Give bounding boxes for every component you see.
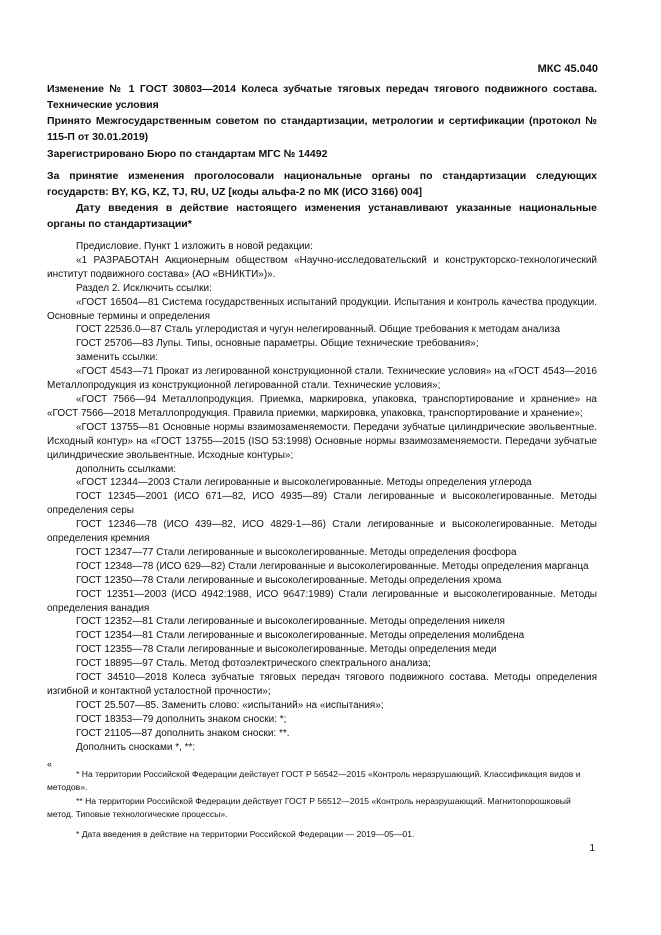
page-footnote: * Дата введения в действие на территории Российской Федерации — 2019—05—01. — [76, 829, 415, 839]
voting-states: За принятие изменения проголосовали национальные органы по стандартизации следующих государств: BY, KG, KZ, TJ, RU, UZ [коды альфа-2 по МК (ИСО 3166) 004] — [47, 170, 597, 198]
footnote-1: * На территории Российской Федерации действует ГОСТ Р 56542—2015 «Контроль неразрушающий. Классификация видов и методов». — [47, 769, 581, 792]
body-paragraph: ГОСТ 34510—2018 Колеса зубчатые тяговых передач тягового подвижного состава. Методы определения изгибной и контактной усталостной прочности»; — [47, 672, 597, 697]
body-paragraph: ГОСТ 12346—78 (ИСО 439—82, ИСО 4829-1—86) Стали легированные и высоколегированные. Методы определения кремния — [47, 519, 597, 545]
body-paragraph: ГОСТ 25706—83 Лупы. Типы, основные параметры. Общие технические требования»; — [76, 338, 479, 350]
body-paragraph: Раздел 2. Исключить ссылки: — [76, 282, 212, 294]
amendment-title: Изменение № 1 ГОСТ 30803—2014 Колеса зубчатые тяговых передач тягового подвижного состава. Технические условия — [47, 83, 597, 111]
body-paragraph: ГОСТ 22536.0—87 Сталь углеродистая и чугун нелегированный. Общие требования к методам анализа — [76, 324, 560, 336]
amendment-body — [47, 240, 597, 755]
body-paragraph: ГОСТ 12347—77 Стали легированные и высоколегированные. Методы определения фосфора — [76, 546, 517, 558]
doc-code: МКС 45.040 — [537, 63, 598, 75]
body-paragraph: ГОСТ 21105—87 дополнить знаком сноски: **. — [76, 727, 290, 739]
footnote-2: ** На территории Российской Федерации действует ГОСТ Р 56512—2015 «Контроль неразрушающий. Магнитопорошковый метод. Типовые технологические процессы». — [47, 796, 571, 819]
body-paragraph: «ГОСТ 4543—71 Прокат из легированной конструкционной стали. Технические условия» на «ГОСТ 4543—2016 Металлопродукция из конструкционной легированной стали. Технические условия»; — [47, 366, 597, 392]
body-paragraph: заменить ссылки: — [76, 352, 159, 364]
body-paragraph: ГОСТ 12348—78 (ИСО 629—82) Стали легированные и высоколегированные. Методы определения марганца — [76, 560, 589, 572]
body-paragraph: «ГОСТ 7566—94 Металлопродукция. Приемка, маркировка, упаковка, транспортирование и хранение» на «ГОСТ 7566—2018 Металлопродукция. Правила приемки, маркировка, упаковка, транспортирование и хранение»; — [47, 393, 597, 419]
body-paragraph: ГОСТ 12345—2001 (ИСО 671—82, ИСО 4935—89) Стали легированные и высоколегированные. Методы определения серы — [47, 491, 597, 517]
body-paragraph: дополнить ссылками: — [76, 463, 177, 475]
footnote-separator: « — [47, 759, 53, 769]
registration: Зарегистрировано Бюро по стандартам МГС № 14492 — [47, 148, 328, 160]
date-note: Дату введения в действие настоящего изменения устанавливают указанные национальные органы по стандартизации* — [47, 202, 597, 230]
body-paragraph: «ГОСТ 12344—2003 Стали легированные и высоколегированные. Методы определения углерода — [76, 477, 532, 489]
body-paragraph: ГОСТ 18895—97 Сталь. Метод фотоэлектрического спектрального анализа; — [76, 658, 431, 670]
body-paragraph: ГОСТ 25.507—85. Заменить слово: «испытаний» на «испытания»; — [76, 699, 384, 711]
body-paragraph: ГОСТ 12355—78 Стали легированные и высоколегированные. Методы определения меди — [76, 644, 497, 656]
body-paragraph: ГОСТ 12351—2003 (ИСО 4942:1988, ИСО 9647:1989) Стали легированные и высоколегированные. Методы определения ванадия — [47, 588, 597, 614]
body-paragraph: «ГОСТ 13755—81 Основные нормы взаимозаменяемости. Передачи зубчатые цилиндрические эвольвентные. Исходный контур» на «ГОСТ 13755—2015 (ISO 53:1998) Основные нормы взаимозаменяемости. Передачи зубчатые цилиндрические эвольвентные. Исходные контуры»; — [47, 421, 597, 461]
page-number: 1 — [589, 843, 595, 854]
body-paragraph: ГОСТ 12350—78 Стали легированные и высоколегированные. Методы определения хрома — [76, 574, 502, 586]
body-paragraph: ГОСТ 12352—81 Стали легированные и высоколегированные. Методы определения никеля — [76, 616, 505, 628]
body-paragraph: «1 РАЗРАБОТАН Акционерным обществом «Научно-исследовательский и конструкторско-технологический институт подвижного состава» (АО «ВНИКТИ»)». — [47, 254, 597, 280]
body-paragraph: ГОСТ 12354—81 Стали легированные и высоколегированные. Методы определения молибдена — [76, 630, 525, 642]
body-paragraph: Дополнить сносками *, **: — [76, 741, 196, 753]
body-paragraph: «ГОСТ 16504—81 Система государственных испытаний продукции. Испытания и контроль качества продукции. Основные термины и определения — [47, 296, 597, 322]
body-paragraph: Предисловие. Пункт 1 изложить в новой редакции: — [76, 241, 313, 252]
body-paragraph: ГОСТ 18353—79 дополнить знаком сноски: *; — [76, 713, 287, 725]
accepted-by: Принято Межгосударственным советом по стандартизации, метрологии и сертификации (протокол № 115-П от 30.01.2019) — [47, 115, 597, 143]
